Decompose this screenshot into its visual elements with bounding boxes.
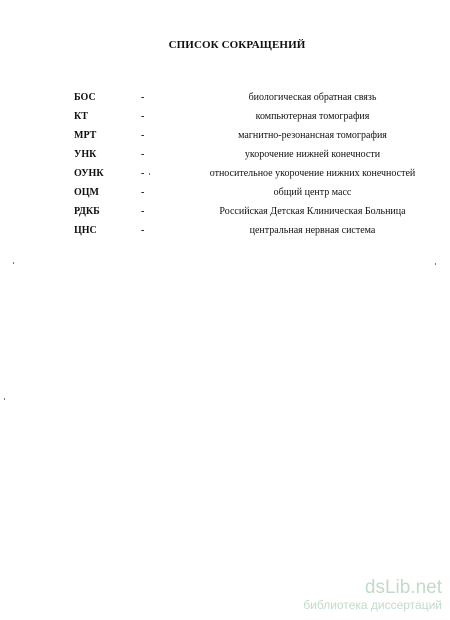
abbreviation-meaning: магнитно-резонансная томография — [238, 130, 387, 141]
abbreviation-row — [0, 111, 450, 130]
separator-dash: - — [141, 130, 145, 141]
abbreviation-row — [0, 168, 450, 187]
abbreviation-term: БОС — [74, 92, 96, 103]
abbreviation-meaning: компьютерная томография — [255, 111, 370, 122]
abbreviation-term: УНК — [74, 149, 97, 160]
abbreviation-term: ОЦМ — [74, 187, 99, 198]
abbreviation-meaning: центральная нервная система — [249, 225, 376, 236]
abbreviation-meaning: общий центр масс — [273, 187, 352, 198]
separator-dash: - — [141, 92, 145, 103]
abbreviation-term: МРТ — [74, 130, 97, 141]
watermark-logo: dsLib.net — [364, 577, 442, 598]
separator-dash: - — [141, 149, 145, 160]
abbreviation-term: КТ — [74, 111, 88, 122]
abbreviation-term: ЦНС — [74, 225, 97, 236]
abbreviation-row — [0, 130, 450, 149]
abbreviation-term: РДКБ — [74, 206, 100, 217]
scan-speck — [435, 263, 436, 265]
abbreviation-meaning: Российская Детская Клиническая Больница — [219, 206, 406, 217]
separator-dash: - — [141, 206, 145, 217]
separator-dash: - — [141, 187, 145, 198]
abbreviation-row — [0, 206, 450, 225]
abbreviation-term: ОУНК — [74, 168, 104, 179]
abbreviation-meaning: укорочение нижней конечности — [244, 149, 381, 160]
abbreviation-row — [0, 92, 450, 111]
watermark-subtitle: библиотека диссертаций — [303, 598, 442, 612]
separator-dash: - — [141, 111, 145, 122]
scan-speck — [13, 262, 14, 264]
abbreviation-row — [0, 225, 450, 244]
scan-speck — [4, 398, 5, 400]
separator-dash: - — [141, 225, 145, 236]
abbreviation-meaning: относительное укорочение нижних конечностей — [209, 168, 416, 179]
abbreviation-list — [0, 92, 450, 244]
abbreviation-row — [0, 149, 450, 168]
scan-speck — [149, 173, 150, 175]
page-title: СПИСОК СОКРАЩЕНИЙ — [168, 39, 306, 51]
separator-dash: - — [141, 168, 145, 179]
watermark — [303, 578, 442, 612]
abbreviation-meaning: биологическая обратная связь — [248, 92, 377, 103]
abbreviation-row — [0, 187, 450, 206]
